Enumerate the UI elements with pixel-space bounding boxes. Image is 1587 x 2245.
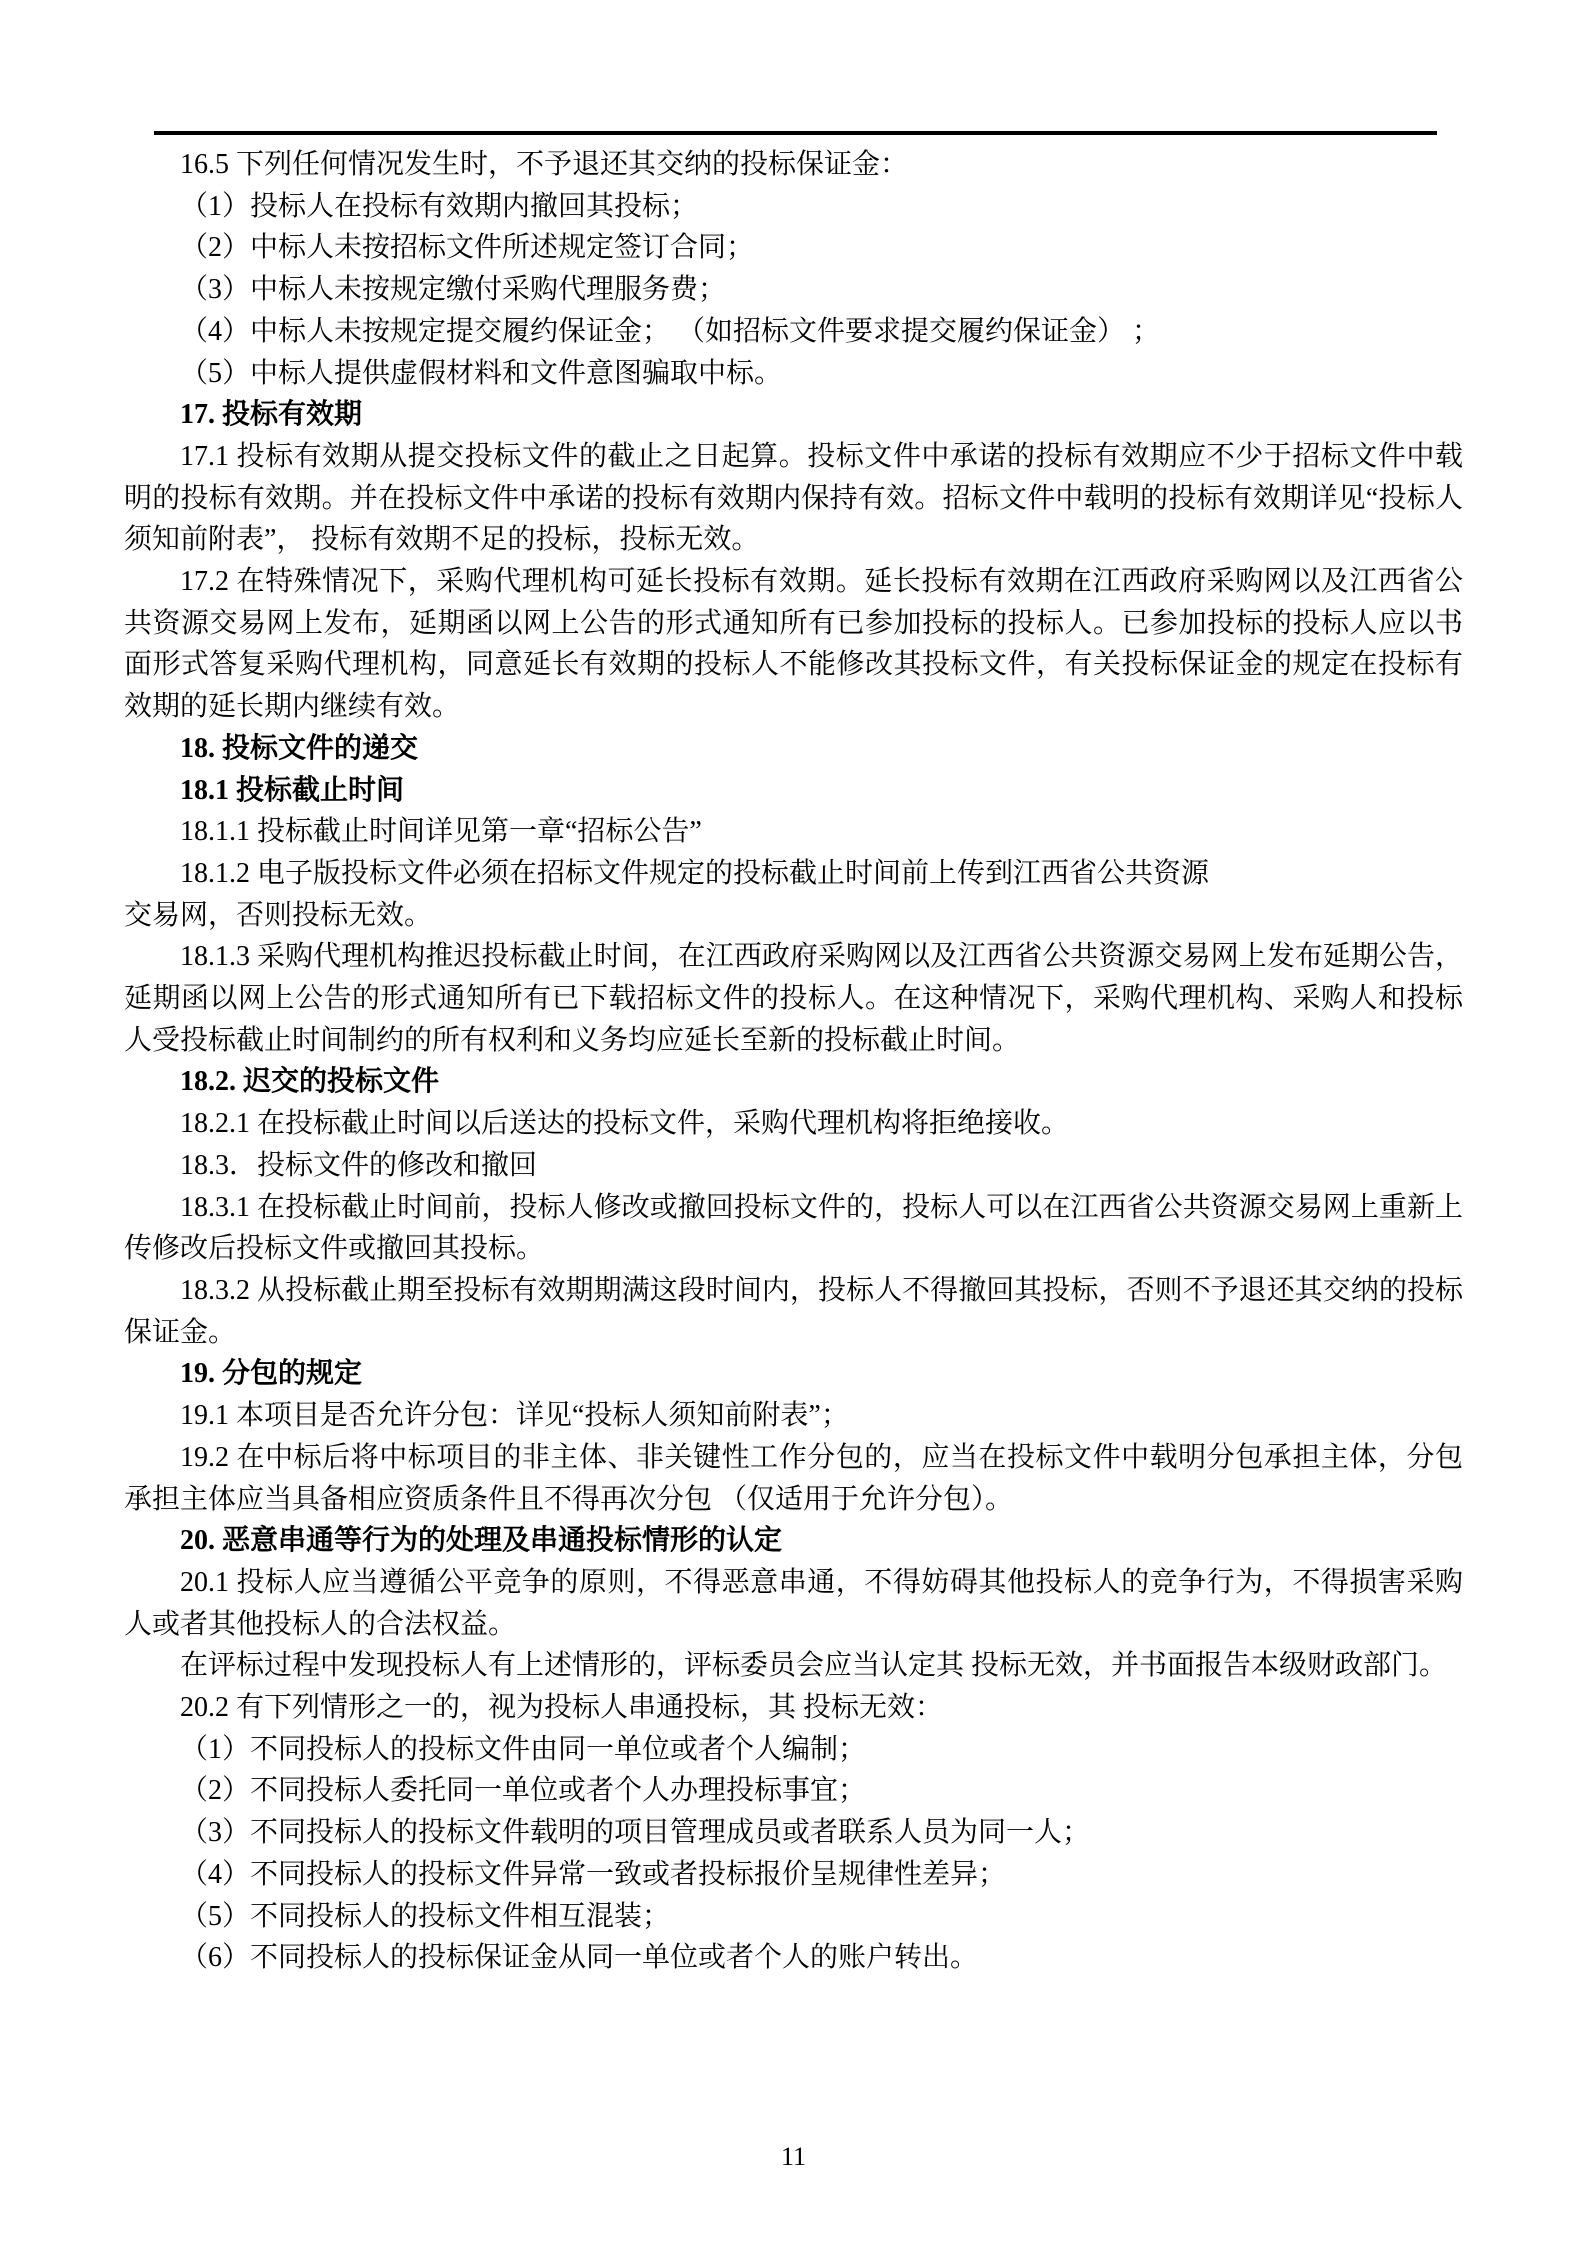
paragraph: 18.2.1 在投标截止时间以后送达的投标文件，采购代理机构将拒绝接收。 xyxy=(180,1108,1070,1140)
paragraph: 17.1 投标有效期从提交投标文件的截止之日起算。投标文件中承诺的投标有效期应不少于招标文件中载明的投标有效期。并在投标文件中承诺的投标有效期内保持有效。招标文件中载明的投标有效期详见“投标人须知前附表”， 投标有效期不足的投标，投标无效。 xyxy=(124,440,1463,556)
paragraph: 19.1 本项目是否允许分包：详见“投标人须知前附表”； xyxy=(180,1400,849,1432)
paragraph: 18.3．投标文件的修改和撤回 xyxy=(180,1149,538,1181)
paragraph: （4）中标人未按规定提交履约保证金； （如招标文件要求提交履约保证金） ； xyxy=(180,315,1161,347)
section-heading: 18.1 投标截止时间 xyxy=(180,774,405,806)
paragraph: 18.1.3 采购代理机构推迟投标截止时间，在江西政府采购网以及江西省公共资源交易网上发布延期公告，延期函以网上公告的形式通知所有已下载招标文件的投标人。在这种情况下，采购代理机构、采购人和投标人受投标截止时间制约的所有权利和义务均应延长至新的投标截止时间。 xyxy=(124,941,1463,1056)
paragraph: （4）不同投标人的投标文件异常一致或者投标报价呈规律性差异； xyxy=(180,1858,1007,1890)
section-heading: 20. 恶意串通等行为的处理及串通投标情形的认定 xyxy=(180,1525,783,1557)
section-heading: 17. 投标有效期 xyxy=(180,399,363,431)
section-heading: 18.2. 迟交的投标文件 xyxy=(180,1066,440,1098)
paragraph: （2）不同投标人委托同一单位或者个人办理投标事宜； xyxy=(180,1775,867,1807)
paragraph: 18.1.1 投标截止时间详见第一章“招标公告” xyxy=(180,816,702,848)
paragraph: （5）不同投标人的投标文件相互混装； xyxy=(180,1900,671,1932)
paragraph: 20.2 有下列情形之一的，视为投标人串通投标，其 投标无效： xyxy=(180,1692,944,1724)
paragraph: （2）中标人未按招标文件所述规定签订合同； xyxy=(180,232,755,264)
section-heading: 19. 分包的规定 xyxy=(180,1358,363,1390)
document-body xyxy=(124,144,1463,1979)
paragraph: 16.5 下列任何情况发生时，不予退还其交纳的投标保证金： xyxy=(180,149,909,180)
paragraph: 18.1.2 电子版投标文件必须在招标文件规定的投标截止时间前上传到江西省公共资源 xyxy=(180,857,1210,889)
paragraph: 20.1 投标人应当遵循公平竞争的原则，不得恶意串通，不得妨碍其他投标人的竞争行为，不得损害采购人或者其他投标人的合法权益。 xyxy=(124,1566,1463,1640)
page-number: 11 xyxy=(780,2142,807,2171)
paragraph: （5）中标人提供虚假材料和文件意图骗取中标。 xyxy=(180,357,783,389)
paragraph: （3）不同投标人的投标文件载明的项目管理成员或者联系人员为同一人； xyxy=(180,1817,1091,1849)
paragraph: （1）不同投标人的投标文件由同一单位或者个人编制； xyxy=(180,1733,867,1765)
header-rule xyxy=(154,131,1437,135)
paragraph: 19.2 在中标后将中标项目的非主体、非关键性工作分包的，应当在投标文件中载明分包承担主体，分包承担主体应当具备相应资质条件且不得再次分包 （仅适用于允许分包）。 xyxy=(124,1441,1463,1515)
page-footer xyxy=(0,2142,1587,2172)
paragraph: （6）不同投标人的投标保证金从同一单位或者个人的账户转出。 xyxy=(180,1942,979,1974)
paragraph: （1）投标人在投标有效期内撤回其投标； xyxy=(180,190,699,222)
paragraph: （3）中标人未按规定缴付采购代理服务费； xyxy=(180,274,727,306)
paragraph: 18.3.2 从投标截止期至投标有效期期满这段时间内，投标人不得撤回其投标，否则不予退还其交纳的投标保证金。 xyxy=(124,1274,1463,1348)
paragraph: 17.2 在特殊情况下，采购代理机构可延长投标有效期。延长投标有效期在江西政府采购网以及江西省公共资源交易网上发布，延期函以网上公告的形式通知所有已参加投标的投标人。已参加投标的投标人应以书面形式答复采购代理机构，同意延长有效期的投标人不能修改其投标文件，有关投标保证金的规定在投标有效期的延长期内继续有效。 xyxy=(124,566,1463,723)
paragraph: 交易网，否则投标无效。 xyxy=(124,899,433,931)
section-heading: 18. 投标文件的递交 xyxy=(180,732,419,764)
paragraph: 在评标过程中发现投标人有上述情形的，评标委员会应当认定其 投标无效，并书面报告本级财政部门。 xyxy=(180,1650,1448,1682)
paragraph: 18.3.1 在投标截止时间前，投标人修改或撤回投标文件的，投标人可以在江西省公共资源交易网上重新上传修改后投标文件或撤回其投标。 xyxy=(124,1191,1463,1265)
